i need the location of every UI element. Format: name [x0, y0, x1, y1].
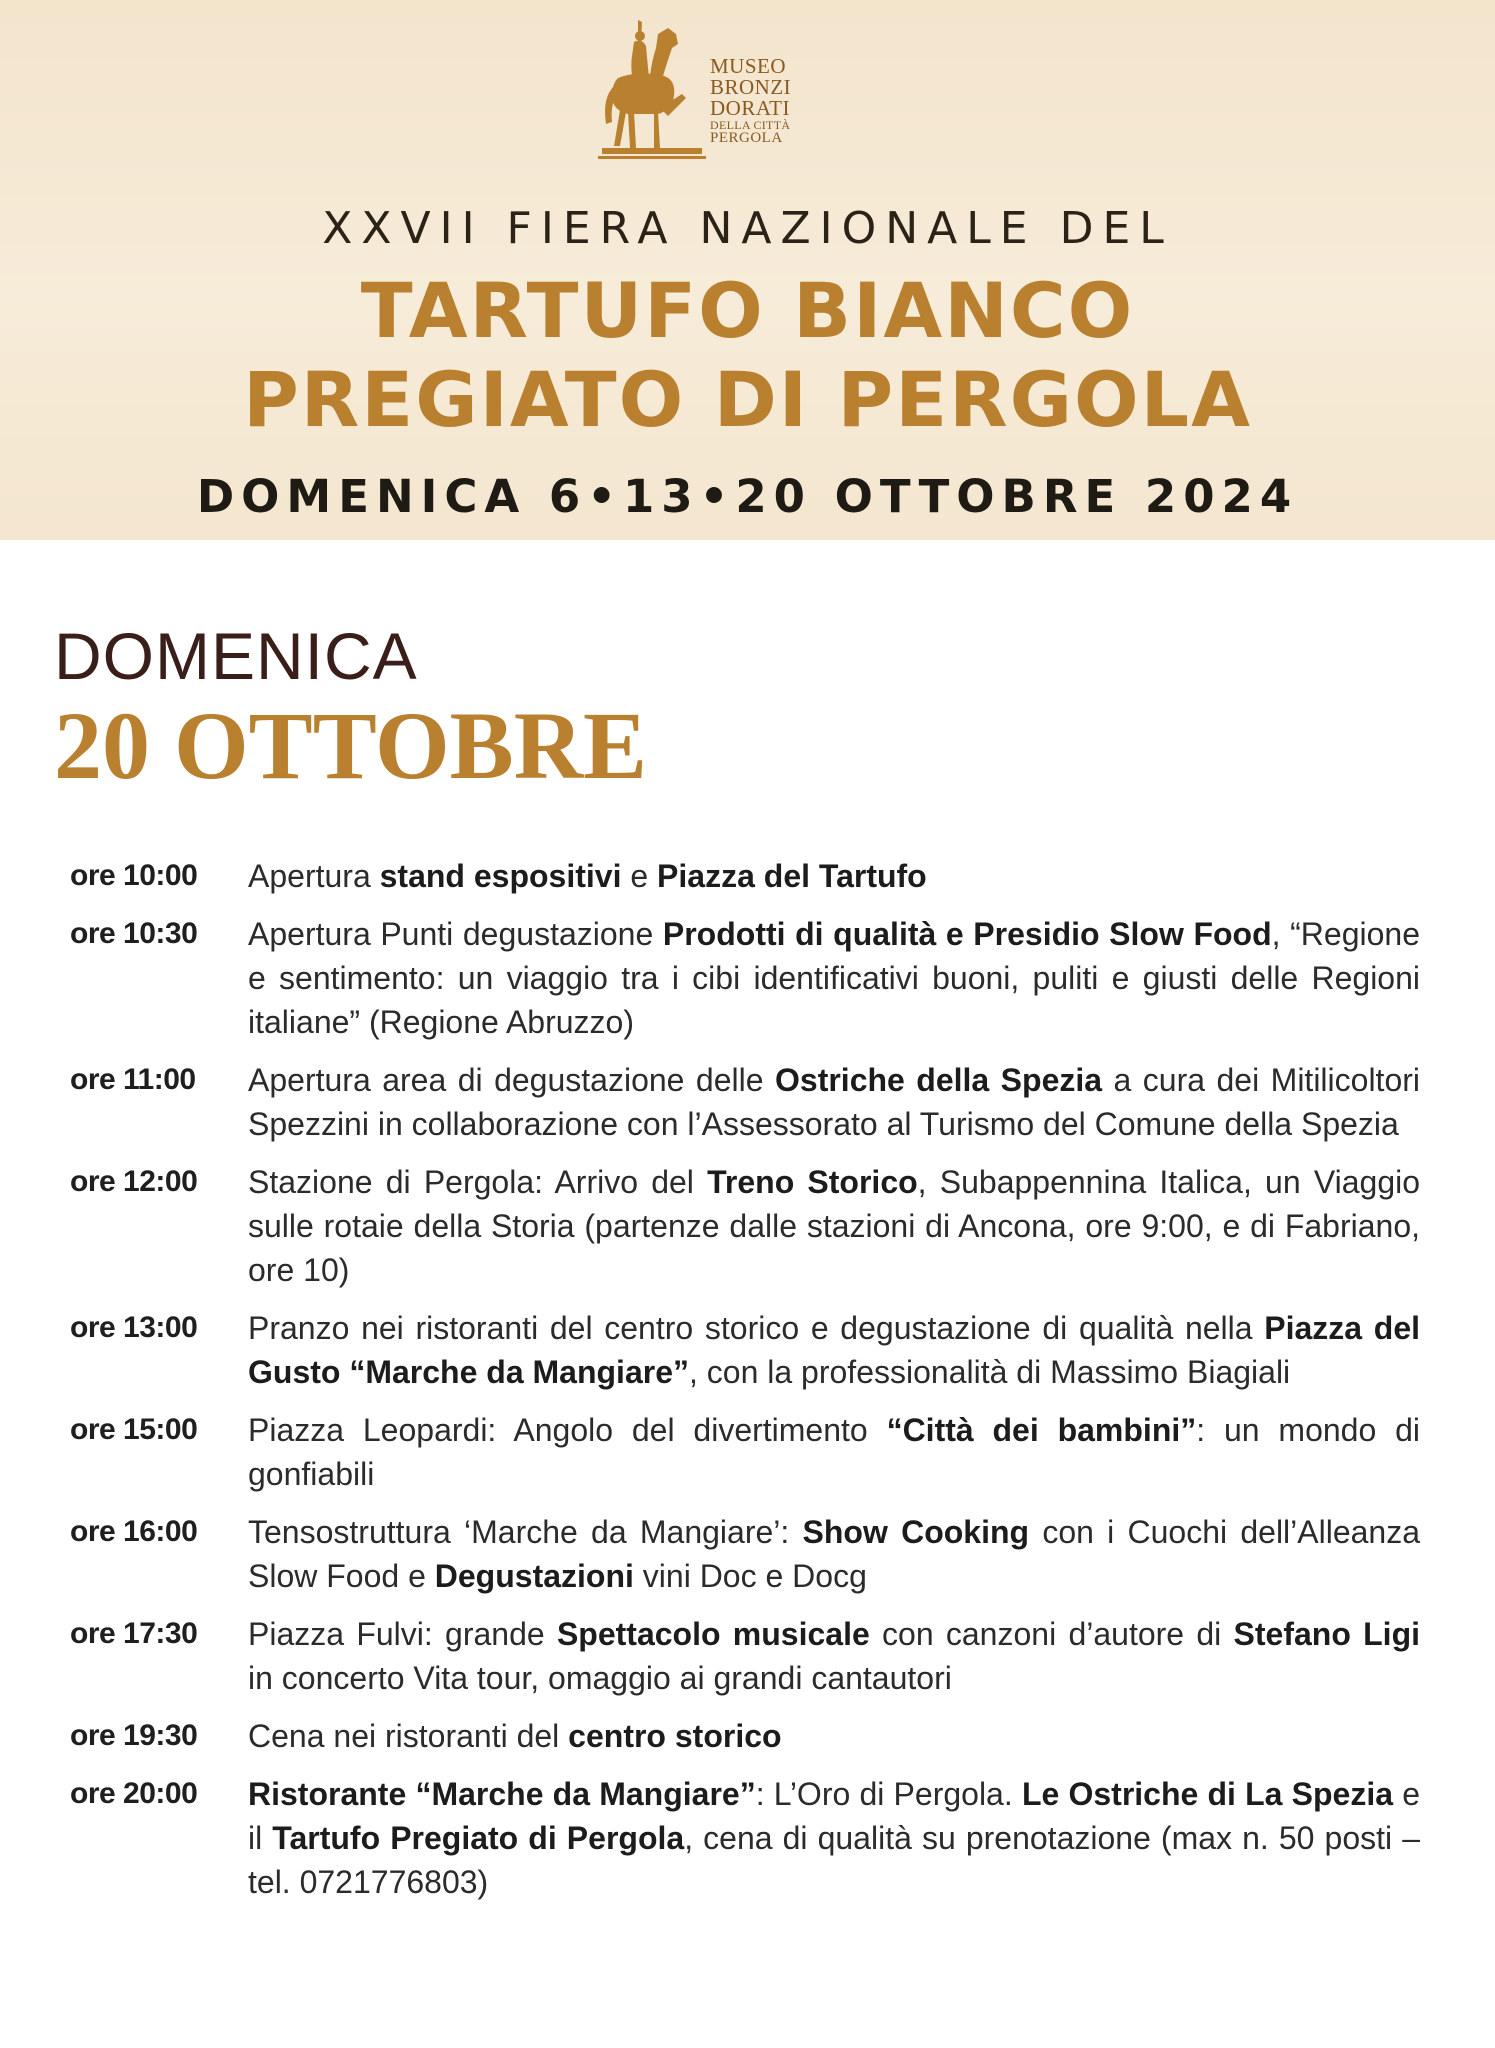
description-text: : L’Oro di Pergola.	[755, 1776, 1022, 1812]
highlight-text: Piazza del Tartufo	[657, 858, 927, 894]
highlight-text: Treno Storico	[707, 1164, 918, 1200]
schedule-description	[248, 1714, 1420, 1758]
highlight-text: Ostriche della Spezia	[775, 1062, 1103, 1098]
schedule-item	[70, 1772, 1420, 1904]
schedule-time: ore 11:00	[70, 1063, 196, 1096]
schedule-description	[248, 1058, 1420, 1146]
schedule-time: ore 13:00	[70, 1311, 198, 1344]
description-text: Piazza Leopardi: Angolo del divertimento	[248, 1412, 887, 1448]
description-text: e il	[248, 1776, 1421, 1856]
schedule-item	[70, 1306, 1420, 1394]
schedule-item	[70, 1408, 1420, 1496]
description-text: : un mondo di gonfiabili	[248, 1412, 1421, 1492]
description-text: , “Regione e sentimento: un viaggio tra i cibi identificativi buoni, puliti e giusti delle Regioni italiane” (Regione Abruzzo)	[248, 916, 1421, 1040]
schedule-list	[70, 854, 1420, 1918]
schedule-description	[248, 1306, 1420, 1394]
highlight-text: Stefano Ligi	[1233, 1616, 1420, 1652]
highlight-text: Le Ostriche di La Spezia	[1021, 1776, 1394, 1812]
day-date-heading: 20 OTTOBRE	[54, 692, 648, 799]
event-title-line-1: TARTUFO BIANCO	[360, 266, 1135, 355]
highlight-text: Piazza del Gusto “Marche da Mangiare”	[248, 1310, 1421, 1390]
logo-line-2: BRONZI	[710, 75, 792, 99]
schedule-description	[248, 854, 1420, 898]
highlight-text: stand espositivi	[379, 858, 622, 894]
logo-line-4: DELLA CITTÀ	[710, 118, 791, 132]
schedule-description	[248, 1160, 1420, 1292]
description-text: Apertura Punti degustazione	[248, 916, 663, 952]
schedule-description	[248, 912, 1420, 1044]
description-text: con canzoni d’autore di	[869, 1616, 1234, 1652]
schedule-time: ore 17:30	[70, 1617, 198, 1650]
museum-logo	[598, 20, 808, 180]
description-text: Cena nei ristoranti del	[248, 1718, 569, 1754]
description-text: a cura dei Mitilicoltori Spezzini in collaborazione con l’Assessorato al Turismo del Comune della Spezia	[248, 1062, 1421, 1142]
schedule-time: ore 12:00	[70, 1165, 198, 1198]
event-dates: DOMENICA 6•13•20 OTTOBRE 2024	[196, 470, 1299, 523]
highlight-text: Ristorante “Marche da Mangiare”	[248, 1776, 756, 1812]
schedule-item	[70, 854, 1420, 898]
schedule-description	[248, 1772, 1420, 1904]
highlight-text: centro storico	[568, 1718, 782, 1754]
schedule-time: ore 15:00	[70, 1413, 198, 1446]
schedule-time: ore 10:30	[70, 917, 198, 950]
description-text: Pranzo nei ristoranti del centro storico e degustazione di qualità nella	[248, 1310, 1265, 1346]
description-text: , con la professionalità di Massimo Biagiali	[688, 1354, 1291, 1390]
description-text: , cena di qualità su prenotazione (max n. 50 posti – tel. 0721776803)	[248, 1820, 1421, 1900]
description-text: Stazione di Pergola: Arrivo del	[248, 1164, 708, 1200]
schedule-description	[248, 1612, 1420, 1700]
highlight-text: Degustazioni	[434, 1558, 634, 1594]
highlight-text: Tartufo Pregiato di Pergola	[272, 1820, 685, 1856]
description-text: Apertura	[248, 858, 380, 894]
schedule-item	[70, 1160, 1420, 1292]
highlight-text: Spettacolo musicale	[556, 1616, 870, 1652]
header-banner	[0, 0, 1495, 540]
highlight-text: Show Cooking	[802, 1514, 1030, 1550]
schedule-item	[70, 1510, 1420, 1598]
day-heading: DOMENICA	[54, 619, 418, 693]
highlight-text: “Città dei bambini”	[886, 1412, 1197, 1448]
schedule-item	[70, 1612, 1420, 1700]
logo-line-1: MUSEO	[710, 54, 787, 78]
schedule-item	[70, 912, 1420, 1044]
event-title-line-2: PREGIATO DI PERGOLA	[243, 355, 1252, 444]
schedule-item	[70, 1714, 1420, 1758]
schedule-time: ore 19:30	[70, 1719, 198, 1752]
description-text: Piazza Fulvi: grande	[248, 1616, 557, 1652]
event-subtitle: XXVII FIERA NAZIONALE DEL	[322, 203, 1173, 254]
description-text: in concerto Vita tour, omaggio ai grandi cantautori	[248, 1660, 952, 1696]
description-text: con i Cuochi dell’Alleanza Slow Food e	[248, 1514, 1421, 1594]
schedule-description	[248, 1408, 1420, 1496]
schedule-time: ore 20:00	[70, 1777, 198, 1810]
schedule-description	[248, 1510, 1420, 1598]
logo-line-5: PERGOLA	[710, 130, 783, 146]
highlight-text: Prodotti di qualità e Presidio Slow Food	[662, 916, 1272, 952]
equestrian-statue-icon	[598, 20, 708, 180]
description-text: vini Doc e Docg	[633, 1558, 867, 1594]
description-text: Tensostruttura ‘Marche da Mangiare’:	[248, 1514, 803, 1550]
description-text: Apertura area di degustazione delle	[248, 1062, 775, 1098]
description-text: , Subappennina Italica, un Viaggio sulle rotaie della Storia (partenze dalle stazioni di Ancona, ore 9:00, e di Fabriano, ore 10)	[248, 1164, 1421, 1288]
schedule-time: ore 10:00	[70, 859, 198, 892]
description-text: e	[621, 858, 658, 894]
schedule-time: ore 16:00	[70, 1515, 198, 1548]
logo-wordmark	[710, 56, 810, 146]
schedule-item	[70, 1058, 1420, 1146]
logo-line-3: DORATI	[710, 96, 790, 120]
